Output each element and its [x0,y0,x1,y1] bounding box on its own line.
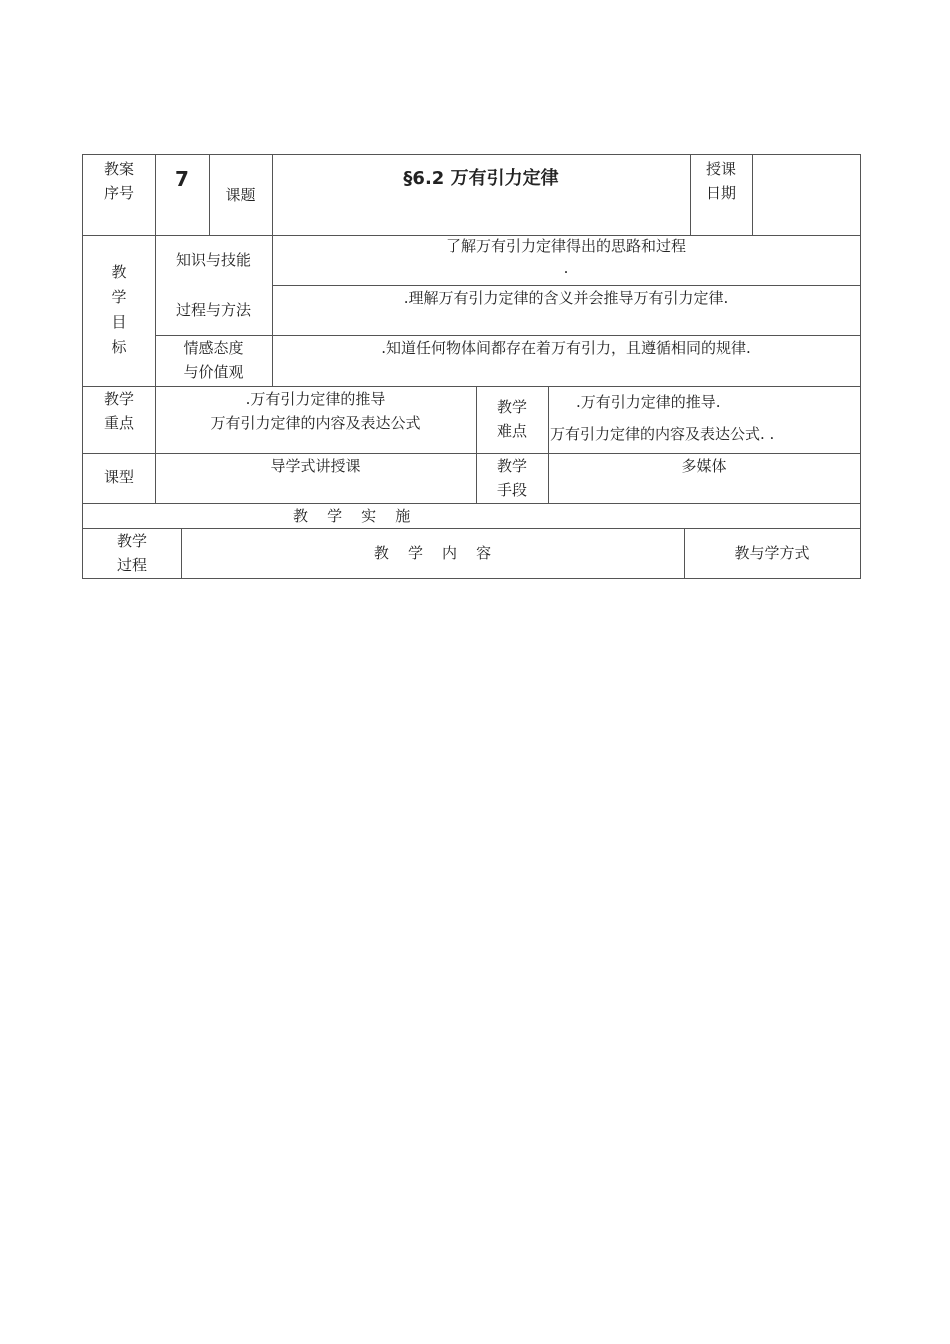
key-points-line: 万有引力定律的内容及表达公式 [210,414,421,432]
topic-value: §6.2 万有引力定律 [403,168,559,189]
objective-label-attitude [155,336,272,384]
objective-content-process: .理解万有引力定律的含义并会推导万有引力定律. [403,289,729,307]
key-points-line: .万有引力定律的推导 [245,390,386,408]
teaching-means-label-line: 手段 [496,481,527,499]
objective-content-line: 了解万有引力定律得出的思路和过程 [445,237,686,255]
objectives-label [83,260,155,360]
teaching-means-value: 多媒体 [681,457,727,475]
key-points-label-line: 教学 [103,390,134,408]
difficulty-line-1: .万有引力定律的推导. [576,393,721,411]
lesson-no-label-line: 序号 [103,184,134,202]
lesson-no-label [83,157,155,205]
objectives-label-char: 学 [111,288,127,306]
course-type-label: 课型 [103,468,134,486]
implementation-title: 教 学 实 施 [293,507,411,525]
difficulty-label-line: 教学 [496,398,527,416]
objectives-label-char: 教 [111,263,127,281]
objective-label-knowledge: 知识与技能 [175,251,251,269]
date-label-line: 授课 [705,160,736,178]
lesson-no-value: 7 [175,167,189,191]
key-points-content [155,387,476,435]
col-divider [155,155,156,503]
lesson-no-label-line: 教案 [103,160,134,178]
col-divider [752,155,753,235]
difficulty-line-2: 万有引力定律的内容及表达公式. . [550,425,775,443]
objective-content-line: . [563,259,569,277]
teaching-means-label-line: 教学 [496,457,527,475]
objective-content-attitude: .知道任何物体间都存在着万有引力，且遵循相同的规律. [381,339,751,357]
process-label-line: 过程 [116,556,147,574]
process-label [83,529,181,577]
topic-label: 课题 [225,186,256,204]
date-label [690,157,752,205]
lesson-plan-table [82,154,861,579]
objective-label-process: 过程与方法 [175,301,251,319]
objective-content-knowledge [272,235,860,279]
objective-label-line: 与价值观 [183,363,244,381]
col-divider [548,386,549,503]
key-points-label-line: 重点 [103,414,134,432]
objectives-label-char: 标 [111,338,127,356]
objectives-label-char: 目 [111,313,127,331]
key-points-label [83,387,155,435]
difficulty-label [476,395,548,443]
date-label-line: 日期 [705,184,736,202]
course-type-value: 导学式讲授课 [270,457,361,475]
method-header: 教与学方式 [734,544,810,562]
content-header: 教 学 内 容 [373,544,492,562]
objective-label-line: 情感态度 [183,339,244,357]
teaching-means-label [476,454,548,502]
difficulty-label-line: 难点 [496,422,527,440]
row-divider [83,528,860,529]
process-label-line: 教学 [116,532,147,550]
